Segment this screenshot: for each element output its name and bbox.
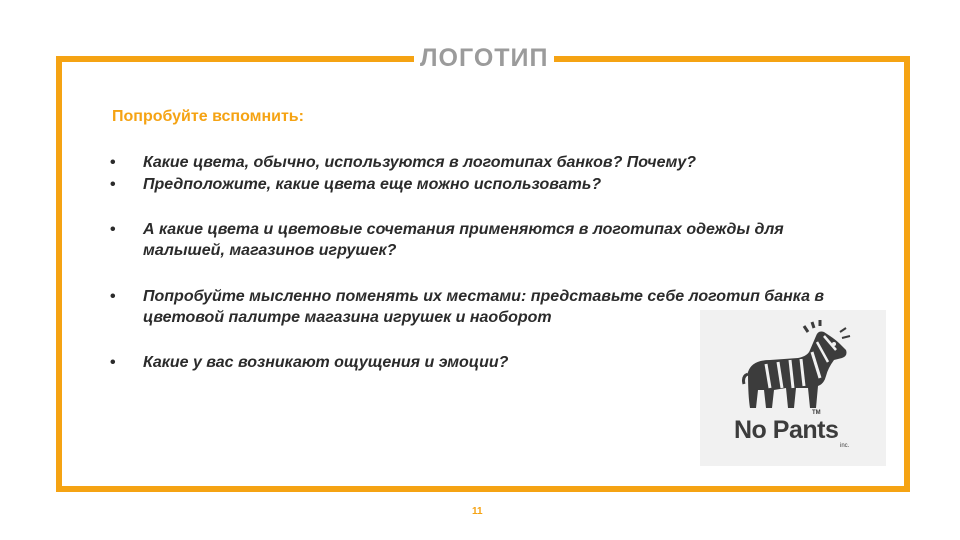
no-pants-logo (700, 310, 886, 466)
logo-suffix: inc. (840, 443, 850, 449)
slide-title: ЛОГОТИП (414, 42, 554, 74)
bullet-marker: • (110, 154, 116, 171)
bullet-text: Какие цвета, обычно, используются в логотипах банков? Почему? (143, 154, 697, 171)
bullet-text: А какие цвета и цветовые сочетания применяются в логотипах одежды для малышей, магазинов игрушек? (143, 221, 784, 259)
bullet-item (110, 174, 870, 195)
bullet-marker: • (110, 221, 116, 238)
page-number: 11 (472, 506, 483, 517)
logo-trademark: TM (812, 410, 821, 416)
lead-text: Попробуйте вспомнить: (112, 108, 304, 125)
bullet-marker: • (110, 288, 116, 305)
bullet-text: Предположите, какие цвета еще можно использовать? (143, 176, 602, 193)
zebra-icon (700, 310, 886, 420)
bullet-marker: • (110, 176, 116, 193)
bullet-marker: • (110, 354, 116, 371)
logo-wordmark: No Pants (734, 416, 839, 444)
bullet-text: Попробуйте мысленно поменять их местами: представьте себе логотип банка в цветовой палитре магазина игрушек и наоборот (143, 288, 825, 326)
bullet-item (110, 219, 870, 261)
bullet-item (110, 152, 870, 173)
bullet-text: Какие у вас возникают ощущения и эмоции? (143, 354, 509, 371)
